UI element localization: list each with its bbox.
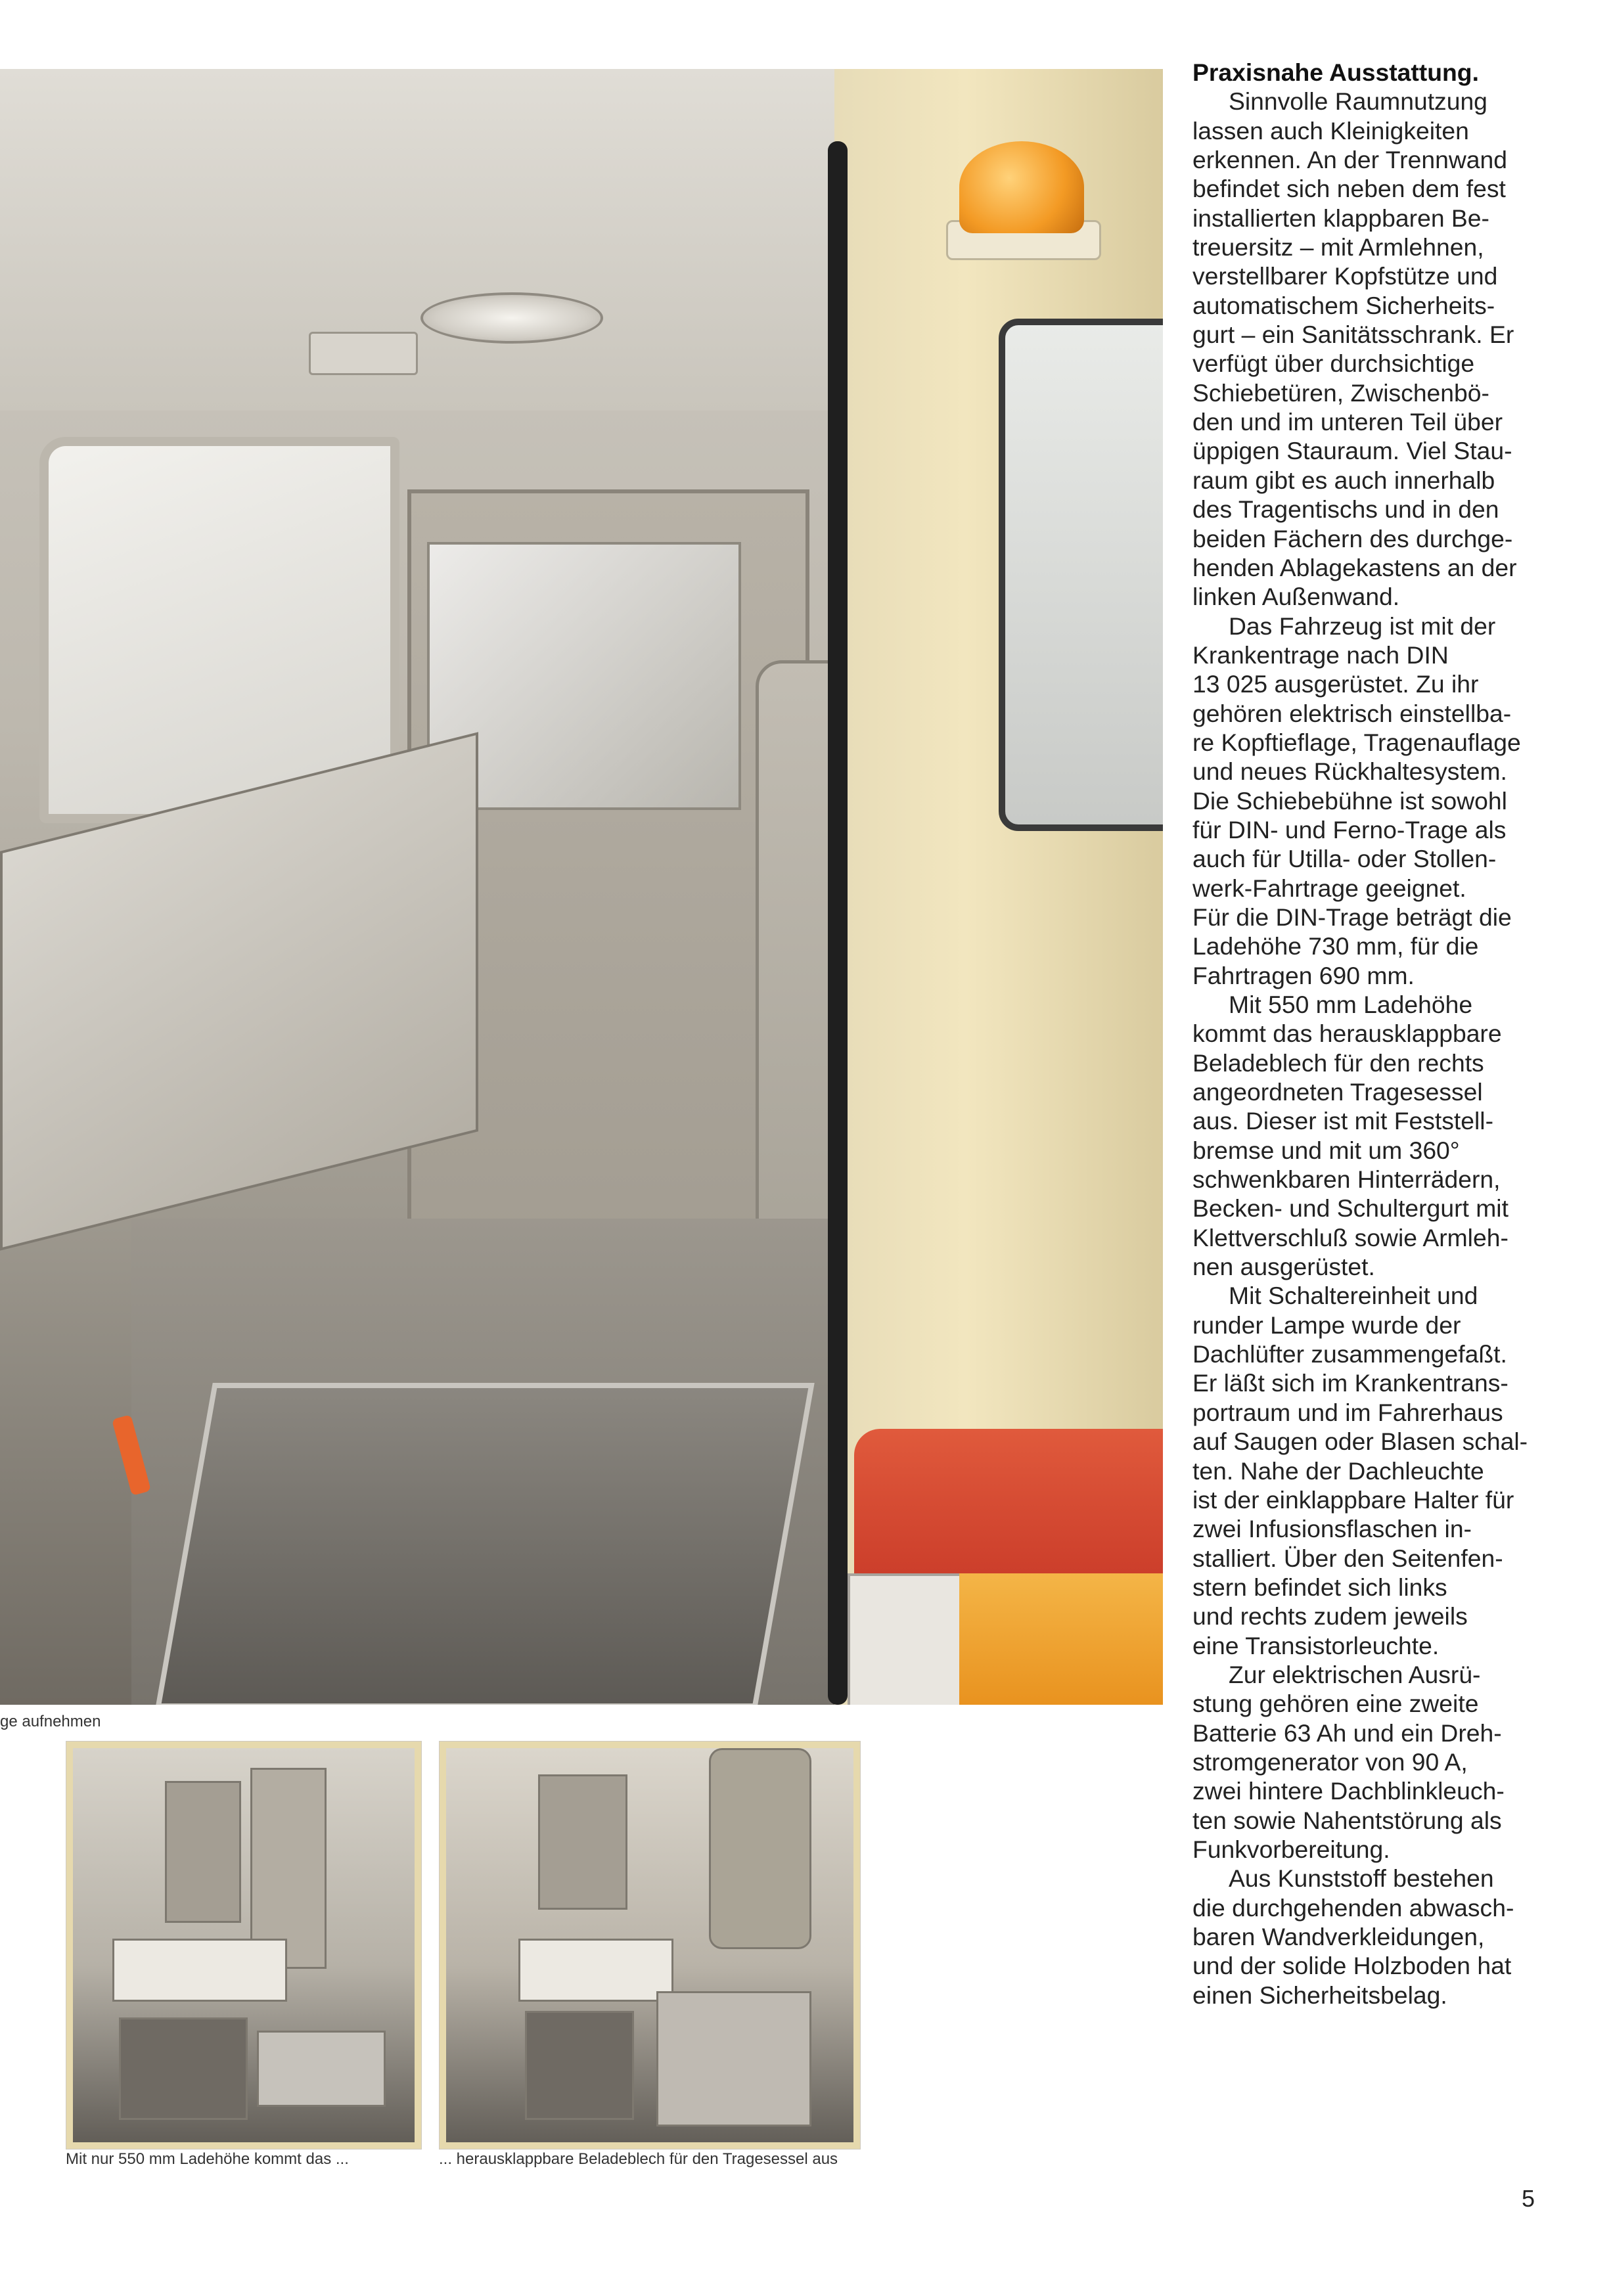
article-line: 13 025 ausgerüstet. Zu ihr (1192, 670, 1479, 698)
main-photo-caption: ge aufnehmen (0, 1713, 101, 1730)
small-photo-2-caption: ... herausklappbare Beladeblech für den Tragesessel aus (439, 2150, 838, 2168)
article-line: automatischem Sicherheits- (1192, 291, 1495, 319)
article-line: Sinnvolle Raumnutzung (1229, 87, 1487, 116)
article-paragraph (1192, 1864, 1560, 2010)
article-line: Zur elektrischen Ausrü- (1229, 1660, 1481, 1688)
article-line: stromgenerator von 90 A, (1192, 1747, 1468, 1776)
article-line: stung gehören eine zweite (1192, 1690, 1479, 1718)
article-line: üppigen Stauraum. Viel Stau- (1192, 437, 1512, 465)
article-line: Schiebetüren, Zwischenbö- (1192, 378, 1489, 407)
article-line: Funkvorbereitung. (1192, 1835, 1390, 1863)
switch-unit (309, 332, 418, 375)
article-paragraph (1192, 87, 1560, 611)
article-line: Mit 550 mm Ladehöhe (1229, 991, 1473, 1018)
article-line: auf Saugen oder Blasen schal- (1192, 1428, 1528, 1456)
article-line: Mit Schaltereinheit und (1229, 1282, 1478, 1310)
article-line: aus. Dieser ist mit Feststell- (1192, 1107, 1494, 1135)
article-paragraph (1192, 990, 1560, 1281)
article-line: linken Außenwand. (1192, 583, 1400, 611)
article-line: die durchgehenden abwasch- (1192, 1893, 1514, 1922)
stretcher (518, 1939, 673, 2002)
article-line: Beladeblech für den rechts (1192, 1048, 1484, 1077)
article-line: Batterie 63 Ah und ein Dreh- (1192, 1719, 1502, 1747)
article-line: portraum und im Fahrerhaus (1192, 1398, 1503, 1426)
article-line: installierten klappbaren Be- (1192, 204, 1489, 232)
article-line: Er läßt sich im Krankentrans- (1192, 1369, 1509, 1397)
article-line: gehören elektrisch einstellba- (1192, 699, 1512, 727)
article-line: raum gibt es auch innerhalb (1192, 466, 1495, 494)
article-line: verstellbarer Kopfstütze und (1192, 262, 1498, 290)
article-line: stern befindet sich links (1192, 1573, 1447, 1601)
loading-plate (257, 2031, 386, 2107)
article-line: stalliert. Über den Seitenfen- (1192, 1544, 1503, 1572)
article-line: Fahrtragen 690 mm. (1192, 961, 1415, 989)
article-line: schwenkbaren Hinterrädern, (1192, 1165, 1501, 1194)
article-line: treuersitz – mit Armlehnen, (1192, 233, 1484, 261)
article-line: ten sowie Nahentstörung als (1192, 1806, 1502, 1834)
cabinet (165, 1781, 241, 1923)
article-line: Krankentrage nach DIN (1192, 641, 1449, 669)
loading-platform (155, 1383, 814, 1705)
article-line: gurt – ein Sanitätsschrank. Er (1192, 321, 1514, 349)
beacon-light (959, 141, 1084, 233)
rear-door-window (999, 319, 1163, 831)
article-line: Die Schiebebühne ist sowohl (1192, 786, 1507, 815)
article-line: den und im unteren Teil über (1192, 408, 1503, 436)
article-line: auch für Utilla- oder Stollen- (1192, 845, 1497, 873)
small-photo-chair-unloaded (439, 1741, 861, 2150)
article-paragraph (1192, 612, 1560, 990)
tray-compartment (119, 2017, 248, 2120)
article-line: und neues Rückhaltesystem. (1192, 757, 1507, 786)
article-line: Für die DIN-Trage beträgt die (1192, 903, 1512, 931)
article-title: Praxisnahe Ausstattung. (1192, 58, 1479, 86)
article-line: angeordneten Tragesessel (1192, 1078, 1483, 1106)
article-line: beiden Fächern des durchge- (1192, 524, 1513, 552)
article-line: und rechts zudem jeweils (1192, 1602, 1468, 1631)
article-line: Dachlüfter zusammengefaßt. (1192, 1340, 1507, 1368)
roof-lamp (420, 292, 603, 344)
small-photo-rear-view (66, 1741, 422, 2150)
article-line: runder Lampe wurde der (1192, 1311, 1461, 1339)
article-line: zwei hintere Dachblinkleuch- (1192, 1777, 1505, 1805)
page-number: 5 (1522, 2185, 1535, 2212)
article-line: kommt das herausklappbare (1192, 1020, 1502, 1048)
article-line: Aus Kunststoff bestehen (1229, 1864, 1494, 1893)
main-photo-ambulance-interior (0, 69, 1163, 1705)
article-line: nen ausgerüstet. (1192, 1253, 1375, 1281)
stretcher (112, 1939, 287, 2002)
article-line: zwei Infusionsflaschen in- (1192, 1515, 1472, 1543)
article-line: Das Fahrzeug ist mit der (1229, 612, 1496, 640)
article-paragraph (1192, 1281, 1560, 1659)
article-line: lassen auch Kleinigkeiten (1192, 116, 1469, 145)
article-line: einen Sicherheitsbelag. (1192, 1981, 1447, 2009)
article-line: henden Ablagekastens an der (1192, 553, 1517, 581)
taillight-reverse (848, 1573, 964, 1705)
article-line: für DIN- und Ferno-Trage als (1192, 815, 1507, 844)
article-line: bremse und mit um 360° (1192, 1136, 1460, 1164)
article-line: befindet sich neben dem fest (1192, 175, 1506, 203)
article-line: werk-Fahrtrage geeignet. (1192, 874, 1466, 902)
article-line: Ladehöhe 730 mm, für die (1192, 932, 1479, 960)
chair-frame (656, 1991, 811, 2127)
article-line: baren Wandverkleidungen, (1192, 1923, 1485, 1950)
carry-chair (709, 1748, 811, 1949)
article-line: verfügt über durchsichtige (1192, 349, 1475, 378)
article-line: und der solide Holzboden hat (1192, 1952, 1512, 1980)
article-line: Becken- und Schultergurt mit (1192, 1194, 1509, 1223)
article-line: ten. Nahe der Dachleuchte (1192, 1456, 1484, 1485)
article-line: Klettverschluß sowie Armleh- (1192, 1223, 1509, 1251)
article-column (1192, 58, 1560, 2010)
article-line: erkennen. An der Trennwand (1192, 146, 1507, 174)
article-line: des Tragentischs und in den (1192, 495, 1499, 524)
article-paragraph (1192, 1660, 1560, 1864)
door-seal (828, 141, 848, 1705)
article-line: re Kopftieflage, Tragenauflage (1192, 728, 1521, 756)
article-line: eine Transistorleuchte. (1192, 1631, 1440, 1659)
taillight-indicator (959, 1573, 1163, 1705)
small-photo-1-caption: Mit nur 550 mm Ladehöhe kommt das ... (66, 2150, 349, 2168)
cabinet (538, 1774, 627, 1910)
article-line: ist der einklappbare Halter für (1192, 1485, 1514, 1514)
tray-compartment (525, 2011, 634, 2120)
